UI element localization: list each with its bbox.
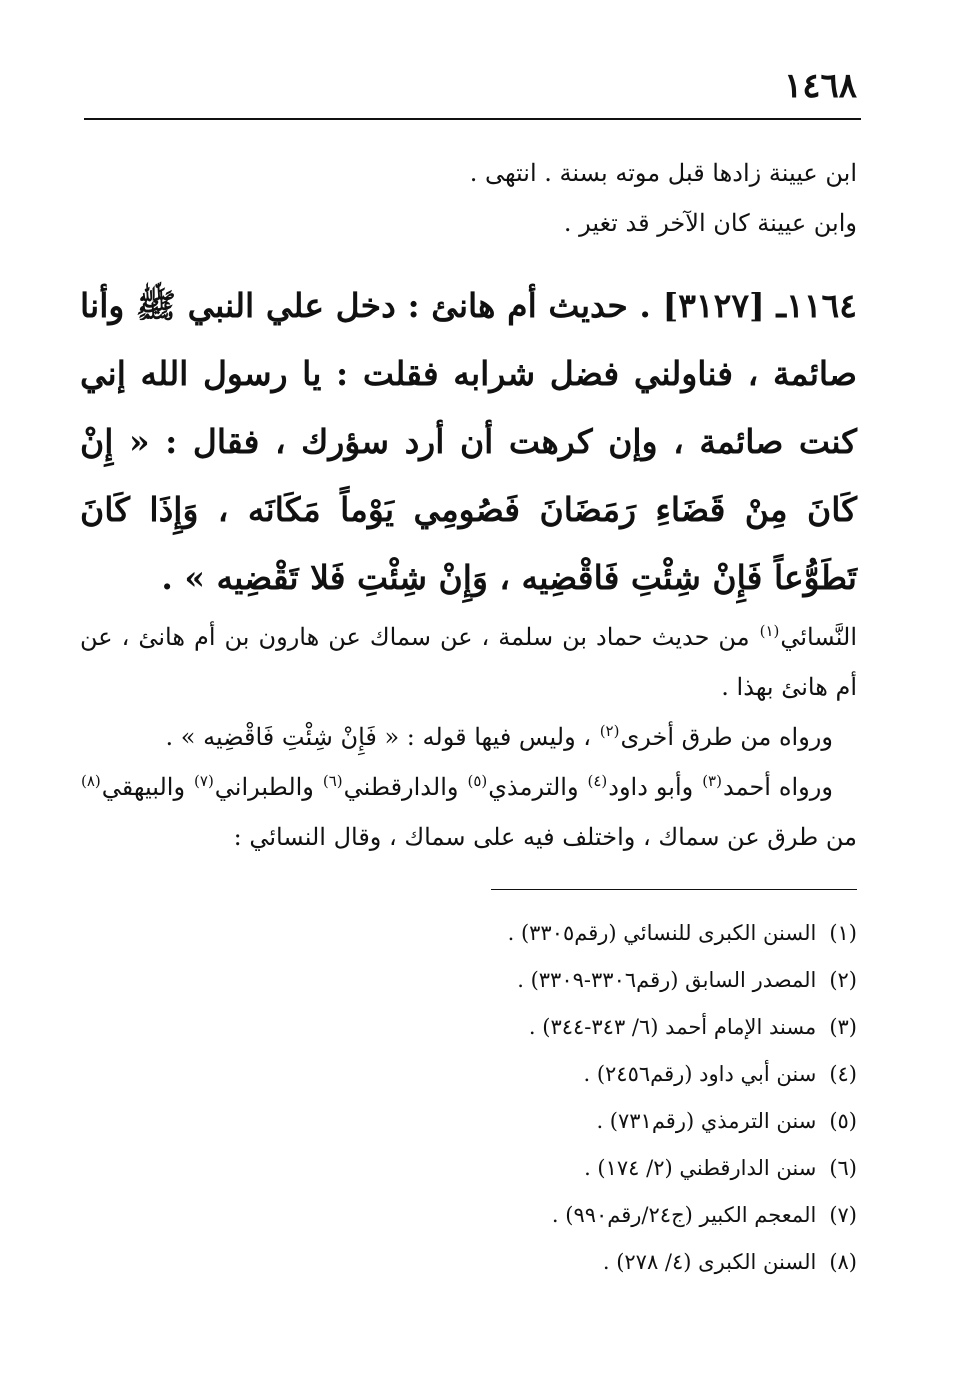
footnote-text: سنن الترمذي (رقم٧٣١) . [596,1109,817,1133]
footnote-marker: (٨) [81,772,101,790]
hadith-block [80,272,857,612]
footnote-number: (٥) [829,1109,857,1133]
footnotes-list [84,910,857,1286]
footnote-number: (٤) [829,1062,857,1086]
commentary-paragraph-1 [80,612,857,712]
footnote-marker: (١) [759,622,780,640]
footnote-item [84,1192,857,1239]
footnote-number: (٧) [829,1203,857,1227]
page-number: ١٤٦٨ [783,66,857,106]
commentary-text: والترمذي [488,773,579,801]
hadith-paragraph [80,272,857,612]
commentary-text: ، وليس فيها قوله : « فَإِنْ شِئْتِ فَاقْضِيه » . [165,723,592,751]
commentary [80,612,857,862]
footnote-text: السنن الكبرى (٤/ ٢٧٨) . [602,1250,817,1274]
header-divider [84,118,861,120]
footnote-item [84,1051,857,1098]
footnote-marker: (٧) [194,772,214,790]
footnote-item [84,1098,857,1145]
commentary-text: وأبو داود [608,773,694,801]
footnote-text: سنن أبي داود (رقم٢٤٥٦) . [583,1062,817,1086]
intro-line-1: ابن عيينة زادها قبل موته بسنة . انتهى . [469,159,857,187]
footnote-item [84,910,857,957]
footnote-item [84,957,857,1004]
footnote-number: (٣) [829,1015,857,1039]
intro-text [90,148,857,248]
footnote-marker: (٤) [587,772,608,790]
footnote-number: (٢) [829,968,857,992]
commentary-text: ورواه أحمد [722,773,833,801]
commentary-text: والبيهقي [101,773,186,801]
hadith-text: . حديث أم هانئ : دخل علي النبي ﷺ وأنا صائمة ، فناولني فضل شرابه فقلت : يا رسول الله إني كنت صائمة ، وإن كرهت أن أرد سؤرك ، فقال : « إِنْ كَانَ مِنْ قَضَاءِ رَمَضَانَ فَصُومِي يَوْماً مَكَانَه ، وَإِذَا كَانَ تَطَوُّعاً فَإِنْ شِئْتِ فَاقْضِيه ، وَإِنْ شِئْتِ فَلا تَقْضِيه » . [80,286,857,597]
footnote-text: مسند الإمام أحمد (٦/ ٣٤٣-٣٤٤) . [528,1015,817,1039]
footnote-marker: (٥) [467,772,488,790]
commentary-paragraph-3 [80,762,857,862]
footnote-number: (١) [829,921,857,945]
commentary-text: ورواه من طرق أخرى [620,723,833,751]
footnote-marker: (٣) [702,772,722,790]
footnote-text: المصدر السابق (رقم٣٣٠٦-٣٣٠٩) . [517,968,817,992]
footnote-divider [491,889,857,890]
hadith-number: ١١٦٤ـ [776,286,857,325]
footnote-item [84,1004,857,1051]
commentary-text: من طرق عن سماك ، واختلف فيه على سماك ، وقال النسائي : [233,823,857,851]
footnote-marker: (٦) [322,772,343,790]
commentary-paragraph-2 [80,712,857,762]
footnote-marker: (٢) [599,722,620,740]
commentary-text: والدارقطني [343,773,459,801]
footnote-item [84,1239,857,1286]
commentary-text: النَّسائي [780,623,857,651]
footnote-text: المعجم الكبير (ج٢٤/رقم٩٩٠) . [551,1203,817,1227]
commentary-text: من حديث حماد بن سلمة ، عن سماك عن هارون بن أم هانئ ، عن أم هانئ بهذا . [80,623,857,701]
commentary-text: والطبراني [214,773,314,801]
footnote-number: (٨) [829,1250,857,1274]
footnote-text: السنن الكبرى للنسائي (رقم٣٣٠٥) . [507,921,817,945]
intro-line-2: وابن عيينة كان الآخر قد تغير . [563,209,857,237]
hadith-reference: [٣١٢٧] [662,286,765,325]
footnote-item [84,1145,857,1192]
footnote-number: (٦) [829,1156,857,1180]
footnote-text: سنن الدارقطني (٢/ ١٧٤) . [584,1156,817,1180]
